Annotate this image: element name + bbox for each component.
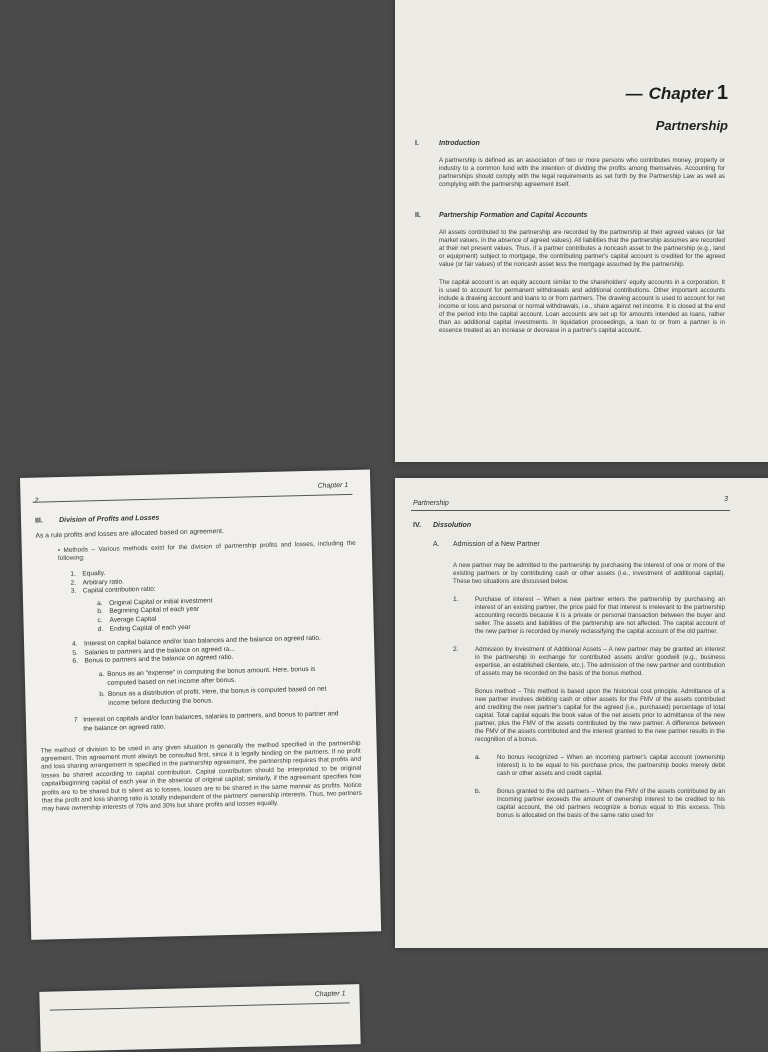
bonus-method-paragraph: Bonus method – This method is based upon the historical cost principle. Admittance of a new partner involves debiting cash or other assets for the FMV of the assets contributed and crediting the new partner's capital for the agreed (i.e., purchased) percentage of total capital. Total capital equals the book value of the net assets prior to admittance of the new partner, plus the FMV of the assets contributed by the new partner. A difference between the FMV of the assets contributed and the interest granted to the new partner results in the recognition of a bonus. <box>475 688 725 743</box>
page-3 <box>395 478 768 948</box>
list-item: 3. Capital contribution ratio: <box>70 585 156 595</box>
intro-text: As a rule profits and losses are allocated based on agreement. <box>35 528 225 540</box>
section-heading: IV. Dissolution <box>413 522 472 529</box>
header-rule <box>411 510 730 511</box>
section-dissolution <box>413 522 725 820</box>
list-item: b. Beginning Capital of each year <box>97 606 200 616</box>
methods-text: • Methods – Various methods exist for the division of partnership profits and losses, including the following: <box>57 539 356 563</box>
section-heading: III. Division of Profits and Losses <box>34 514 160 525</box>
list-item: 1. Purchase of interest – When a new partner enters the partnership by purchasing an interest of an existing partner, the price paid for that interest is irrelevant to the partnership accounting records because it is a private or personal transaction between the buyer and seller. The assets and liabilities of the partnership are not affected. The capital account of the new partner is recorded by merely reclassifying the capital account of the old partner. <box>453 596 725 635</box>
running-head: Chapter 1 <box>314 990 346 999</box>
paragraph: All assets contributed to the partnership are recorded by the partnership at their agreed values (or fair market values, in the absence of agreed values). All liabilities that the partnership assumes are recorded at their net present values. Thus, if a partner contributes a noncash asset to the partnership (e.g., land or equipment) subject to mortgage, the contributing partner's capital account is credited for the agreed value (or fair values) of the noncash asset less the mortgage assumed by the partnership. <box>439 229 725 268</box>
list-item: 7 Interest on capitals and/or loan balances, salaries to partners, and bonus to partner and the balance on agreed ratio. <box>73 710 339 733</box>
methods-list-cont <box>72 634 343 666</box>
subsection-heading: A. Admission of a New Partner <box>433 541 540 548</box>
running-head: Chapter 1 <box>317 481 349 490</box>
list-item: 2. Arbitrary ratio. <box>70 578 125 587</box>
closing-paragraph: The method of division to be used in any given situation is generally the method specified in the partnership agreement. This agreement must always be consulted first, since it is legally binding on the partners. If no profit and loss sharing arrangement is specified in the partnership agreement, the partnership requires that profits and losses be shared according to capital contribution. Capital contribution should be interpreted to be original capital/beginning capital of each year in the absence of original capital; similarly, if the agreement specifies how profits are to be shared but is silent as to losses, losses are to be shared in the same manner as profits. Notice that the profit and loss sharing ratio is totally independent of the partners' ownership interests. Thus, two partners may have ownership interests of 70% and 30% but share profits and losses equally. <box>40 739 362 813</box>
list-item: 6. Bonus to partners and the balance on agreed ratio. <box>72 654 234 666</box>
section-formation <box>415 212 725 335</box>
list-item: b. Bonus granted to the old partners – When the FMV of the assets contributed by an incoming partner exceeds the amount of ownership interest to be credited to his capital account, the old partners recognize a bonus equal to this excess. This bonus is allocated on the basis of the same ratio used for <box>475 788 725 819</box>
list-item: 1. Equally. <box>70 569 106 578</box>
chapter-dash: — <box>625 84 643 103</box>
list-item: 2. Admission by Investment of Additional Assets – A new partner may be granted an interest in the partnership in exchange for contributed assets and/or goodwill (e.g., business expertise, an established clientele, etc.). The admission of the new partner and contribution of assets may be recorded on the basis of the bonus method. <box>453 646 725 677</box>
list-item: 4. Interest on capital balance and/or loan balances and the balance on agreed ratio. <box>71 634 321 648</box>
capital-sublist <box>71 594 358 635</box>
running-head: Partnership <box>413 500 449 507</box>
list-item: d. Ending Capital of each year <box>97 623 191 633</box>
section-introduction <box>415 140 725 189</box>
page-4-partial <box>39 984 360 1052</box>
paragraph: The capital account is an equity account similar to the shareholders' equity accounts in a corporation. It is used to account for permanent withdrawals and additional contributions. Other important accounts include a drawing account and loans to or from partners. The drawing account is used to account for net income or loss and personal or normal withdrawals, i.e., share against net income. It is closed at the end of the period into the capital account. Loan accounts are set up for amounts intended as loans, rather than as additional capital investments. In liquidation proceedings, a loan to or from a partner is in essence treated as an increase or decrease in a partner's capital account. <box>439 279 725 334</box>
list-item: a. No bonus recognized – When an incoming partner's capital account (ownership interest) is to be equal to his purchase price, the partnership books merely debit cash or other assets and credit capital. <box>475 754 725 777</box>
list-item: c. Average Capital <box>97 615 157 625</box>
list-item: 5. Salaries to partners and the balance on agreed ra... <box>72 645 235 657</box>
list-item: a. Original Capital or initial investment <box>97 597 213 607</box>
methods-list-7 <box>74 710 344 734</box>
chapter-label: Chapter <box>648 84 713 103</box>
page-2 <box>20 469 381 939</box>
header-rule <box>33 494 353 503</box>
list-item: a. Bonus as an "expense" in computing the bonus amount. Here, bonus is computed based on net income after bonus. <box>98 665 316 687</box>
section-heading: II. Partnership Formation and Capital Accounts <box>415 212 588 219</box>
methods-list <box>70 564 357 597</box>
list-item: b. Bonus as a distribution of profit. Here, the bonus is computed based on net income before deducting the bonus. <box>99 685 327 707</box>
intro-paragraph: A new partner may be admitted to the partnership by purchasing the interest of one or more of the existing partners or by contributing cash or other assets (i.e., investment of additional capital). These two situations are discussed below. <box>453 562 725 585</box>
chapter-heading <box>626 82 728 105</box>
header-rule <box>50 1002 350 1010</box>
section-heading: I. Introduction <box>415 140 480 147</box>
bonus-sublist <box>73 665 344 709</box>
page-chapter-opening <box>395 0 768 462</box>
section-division <box>35 510 362 814</box>
page-number: 3 <box>724 496 728 503</box>
chapter-number: 1 <box>716 82 728 104</box>
paragraph: A partnership is defined as an association of two or more persons who contributes money, property or industry to a common fund with the intention of dividing the profits among themselves. Accounting for partnerships should comply with the legal requirements as set forth by the Partnership Law as well as complying with the partnership agreement itself. <box>439 157 725 188</box>
chapter-title: Partnership <box>655 118 728 133</box>
